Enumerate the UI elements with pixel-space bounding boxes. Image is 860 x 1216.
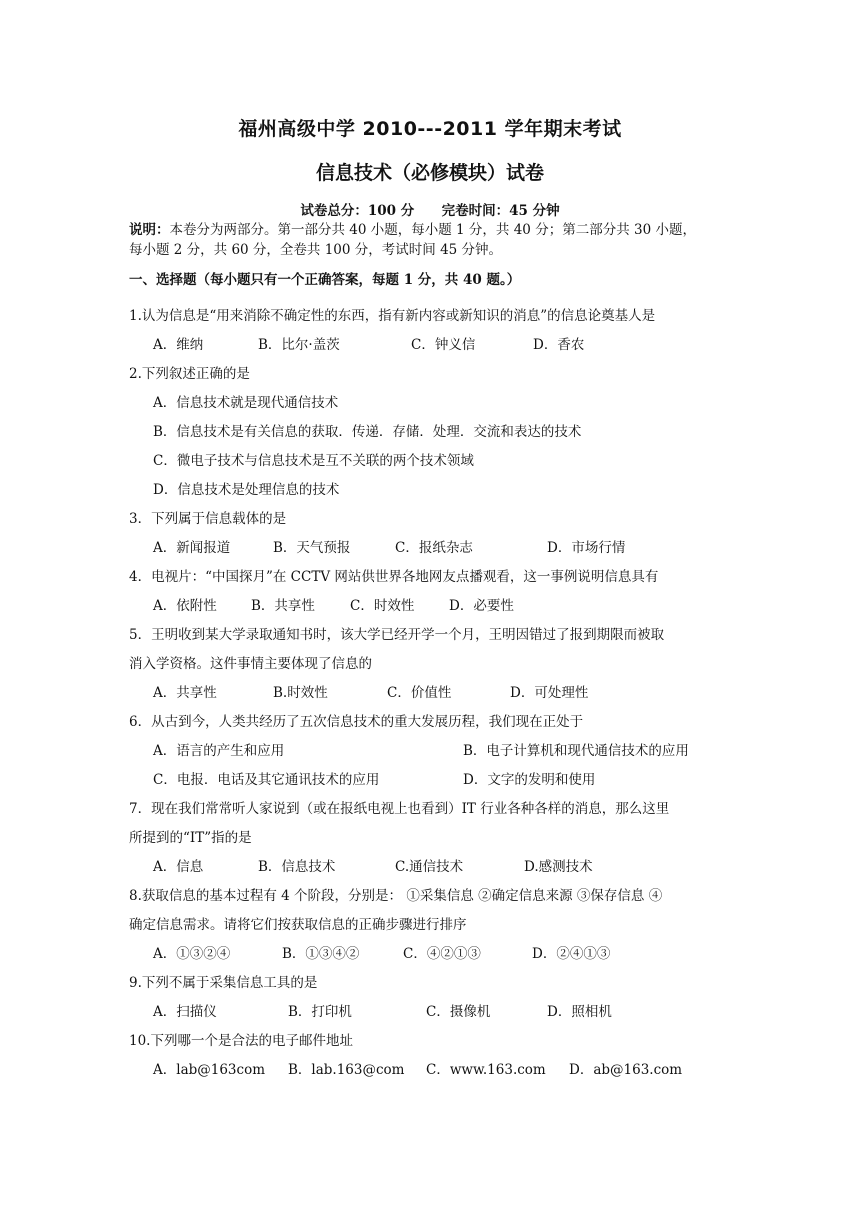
instructions-line-2: 每小题 2 分，共 60 分，全卷共 100 分，考试时间 45 分钟。	[129, 242, 503, 258]
q2-option-a: A．信息技术就是现代通信技术	[153, 395, 339, 411]
question-8: 8.获取信息的基本过程有 4 个阶段，分别是： ①采集信息 ②确定信息来源 ③保存信息 ④	[129, 888, 663, 904]
q7-option-d: D.感测技术	[524, 859, 593, 875]
question-5: 5．王明收到某大学录取通知书时，该大学已经开学一个月，王明因错过了报到期限而被取	[129, 627, 665, 643]
instructions-line-1: 本卷分为两部分。第一部分共 40 小题，每小题 1 分，共 40 分；第二部分共 30 小题，	[169, 222, 696, 238]
q10-option-a: A．lab@163com	[153, 1062, 266, 1078]
q8-option-c: C．④②①③	[403, 946, 481, 962]
q6-option-b: B．电子计算机和现代通信技术的应用	[463, 743, 689, 759]
q1-option-c: C．钟义信	[411, 337, 476, 353]
q10-option-d: D．ab@163.com	[569, 1062, 683, 1078]
q6-option-d: D．文字的发明和使用	[463, 772, 596, 788]
question-9: 9.下列不属于采集信息工具的是	[129, 975, 318, 991]
q2-option-b: B．信息技术是有关信息的获取．传递．存储．处理．交流和表达的技术	[153, 424, 582, 440]
q9-option-c: C．摄像机	[426, 1004, 491, 1020]
q9-option-d: D．照相机	[547, 1004, 612, 1020]
q3-option-c: C．报纸杂志	[395, 540, 473, 556]
q7-option-b: B．信息技术	[258, 859, 336, 875]
section-heading: 一、选择题（每小题只有一个正确答案，每题 1 分，共 40 题。）	[129, 272, 521, 288]
question-7: 7．现在我们常常听人家说到（或在报纸电视上也看到）IT 行业各种各样的消息，那么这里	[129, 801, 670, 817]
exam-subtitle: 信息技术（必修模块）试卷	[315, 162, 544, 184]
q1-option-b: B．比尔·盖茨	[258, 337, 340, 353]
question-1: 1.认为信息是“用来消除不确定性的东西，指有新内容或新知识的消息”的信息论奠基人是	[129, 308, 656, 324]
question-5-cont: 消入学资格。这件事情主要体现了信息的	[129, 656, 372, 672]
q5-option-b: B.时效性	[273, 685, 328, 701]
q8-option-a: A．①③②④	[153, 946, 231, 962]
q10-option-c: C．www.163.com	[426, 1062, 546, 1078]
q3-option-b: B．天气预报	[273, 540, 351, 556]
q2-option-d: D．信息技术是处理信息的技术	[153, 482, 340, 498]
question-10: 10.下列哪一个是合法的电子邮件地址	[129, 1033, 353, 1049]
q5-option-d: D．可处理性	[510, 685, 589, 701]
question-8-cont: 确定信息需求。请将它们按获取信息的正确步骤进行排序	[129, 917, 467, 933]
instructions	[129, 220, 735, 260]
q4-option-c: C．时效性	[350, 598, 415, 614]
q4-option-d: D．必要性	[449, 598, 514, 614]
q2-option-c: C．微电子技术与信息技术是互不关联的两个技术领域	[153, 453, 474, 469]
q1-option-a: A．维纳	[153, 337, 204, 353]
q3-option-a: A．新闻报道	[153, 540, 231, 556]
question-6: 6．从古到今，人类共经历了五次信息技术的重大发展历程，我们现在正处于	[129, 714, 584, 730]
exam-title: 福州高级中学 2010---2011 学年期末考试	[238, 118, 622, 140]
q5-option-a: A．共享性	[153, 685, 217, 701]
q9-option-b: B．打印机	[288, 1004, 352, 1020]
q6-option-a: A．语言的产生和应用	[153, 743, 285, 759]
question-3: 3．下列属于信息载体的是	[129, 511, 287, 527]
q9-option-a: A．扫描仪	[153, 1004, 217, 1020]
question-2: 2.下列叙述正确的是	[129, 366, 250, 382]
q7-option-c: C.通信技术	[395, 859, 464, 875]
q1-option-d: D．香农	[533, 337, 585, 353]
q4-option-a: A．依附性	[153, 598, 217, 614]
q8-option-d: D．②④①③	[532, 946, 611, 962]
question-4: 4．电视片：“中国探月”在 CCTV 网站供世界各地网友点播观看，这一事例说明信息具有	[129, 569, 659, 585]
q8-option-b: B．①③④②	[282, 946, 360, 962]
exam-duration: 完卷时间：45 分钟	[441, 203, 560, 219]
q4-option-b: B．共享性	[251, 598, 315, 614]
question-7-cont: 所提到的“IT”指的是	[129, 830, 252, 846]
exam-meta	[0, 199, 860, 219]
instructions-label: 说明：	[129, 222, 170, 238]
q10-option-b: B．lab.163@com	[288, 1062, 405, 1078]
q3-option-d: D．市场行情	[547, 540, 626, 556]
q5-option-c: C．价值性	[387, 685, 452, 701]
q7-option-a: A．信息	[153, 859, 204, 875]
total-score: 试卷总分：100 分	[300, 203, 415, 219]
q6-option-c: C．电报．电话及其它通讯技术的应用	[153, 772, 380, 788]
